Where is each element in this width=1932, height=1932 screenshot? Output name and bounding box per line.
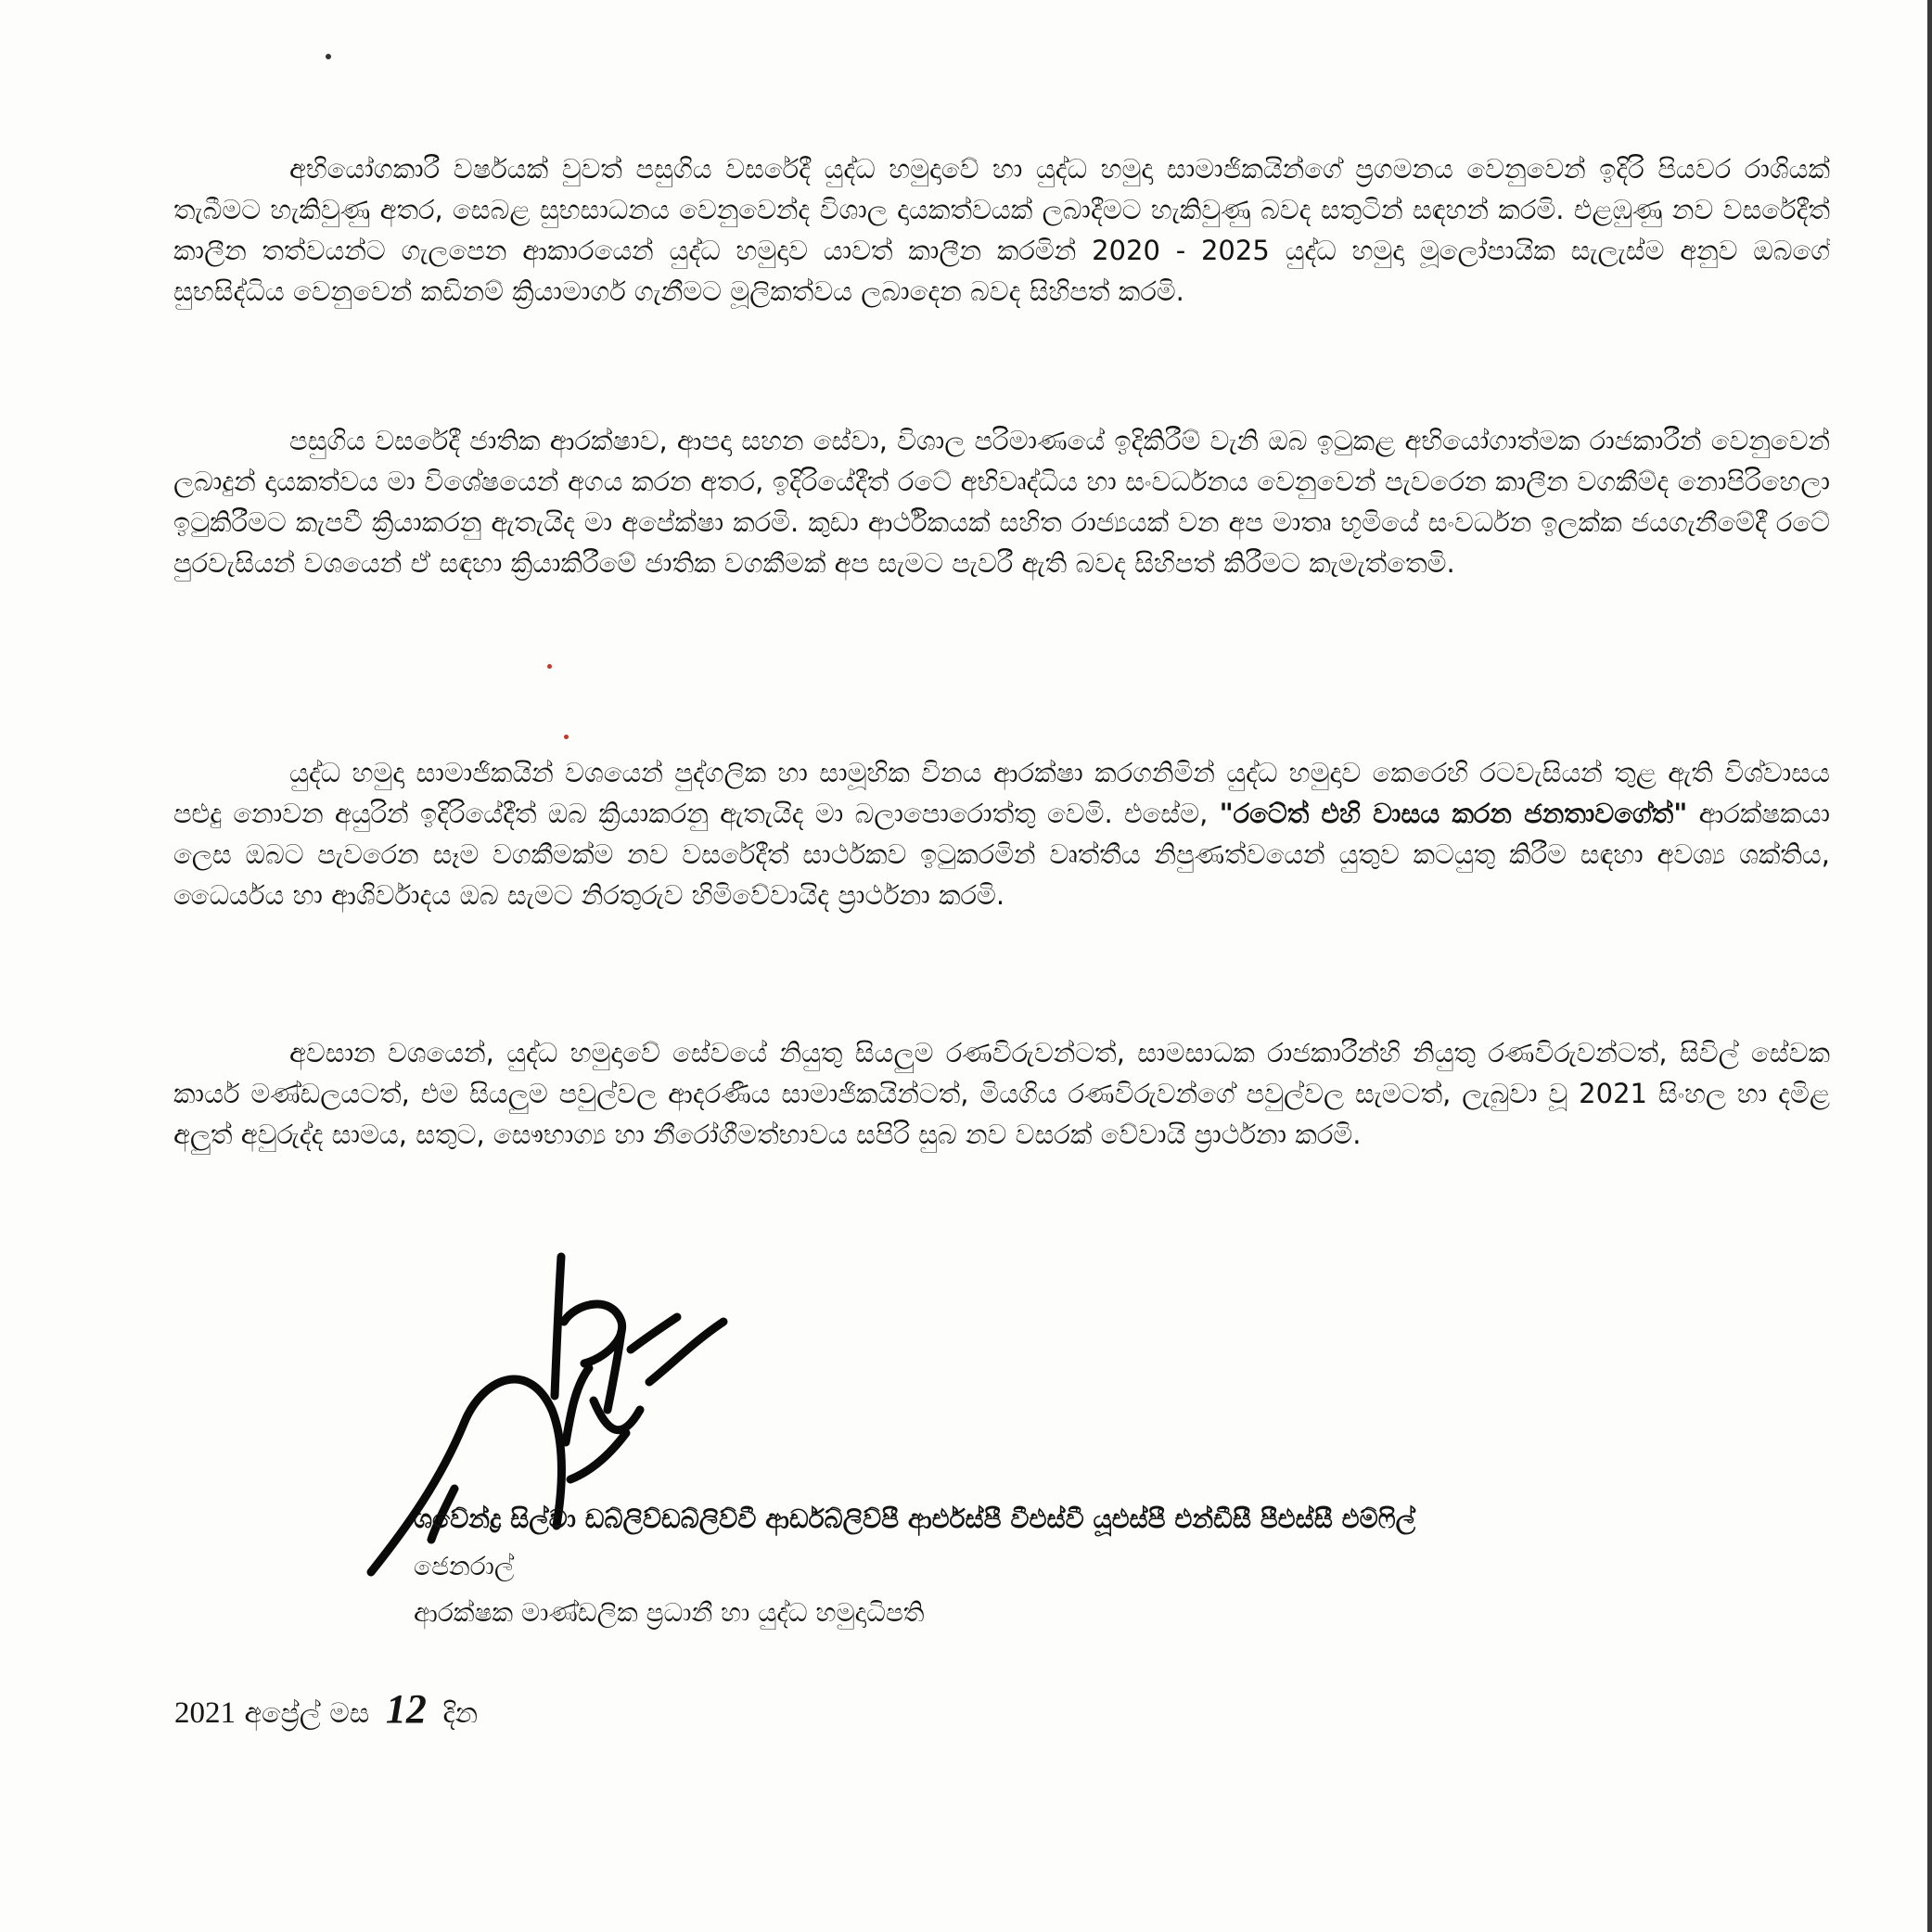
paragraph-3-before: යුද්ධ හමුදා සාමාජිකයින් වශයෙන් පුද්ගලික හා සාමූහික විනය ආරක්ෂා කරගනිමින් යුද්ධ හමුදාව කෙරෙහි රටවැසියන් තුළ ඇති විශ්වාසය පළුදු නොවන අයුරින් ඉදිරියේදීත් ඔබ ක්‍රියාකරනු ඇතැයිද මා බලාපොරොත්තු වෙමි. එසේම, — [173, 757, 1830, 829]
paragraph-3-text — [173, 752, 1830, 915]
signatory-title: ආරක්ෂක මාණ්ඩලික ප්‍රධානී හා යුද්ධ හමුදාධිපති — [414, 1597, 925, 1628]
paragraph-2-text: පසුගිය වසරේදී ජාතික ආරක්ෂාව, ආපදා සහන සේවා, විශාල පරිමාණයේ ඉදිකිරීම් වැනි ඔබ ඉටුකළ අභියෝගාත්මක රාජකාරීන් වෙනුවෙන් ලබාදුන් දායකත්වය මා විශේෂයෙන් අගය කරන අතර, ඉදිරියේදීත් රටේ අභිවෘද්ධිය හා සංවර්ධනය වෙනුවෙන් පැවරෙන කාලීන වගකීම්ද නොපිරිහෙලා ඉටුකිරීමට කැපවී ක්‍රියාකරනු ඇතැයිද මා අපේක්ෂා කරමි. කුඩා ආර්ථිකයක් සහිත රාජ්‍යයක් වන අප මාතෘ භූමියේ සංවර්ධන ඉලක්ක ජයගැනීමේදී රටේ පුරවැසියන් වශයෙන් ඒ සඳහා ක්‍රියාකිරීමේ ජාතික වගකීමක් අප සැමට පැවරී ඇති බවද සිහිපත් කිරීමට කැමැත්තෙමි. — [173, 425, 1830, 579]
date-day: 12 — [385, 1686, 427, 1732]
scan-speck — [326, 54, 331, 59]
signatory-rank: ජෙනරාල් — [414, 1551, 515, 1581]
paragraph-3-after: ආරක්ෂකයා ලෙස ඔබට පැවරෙන සෑම වගකීමක්ම නව වසරේදීත් සාර්ථකව ඉටුකරමින් වෘත්තීය නිපුණත්වයෙන් යුතුව කටයුතු කිරීම සඳහා අවශ්‍ය ශක්තිය, ධෛර්යය හා ආශිර්වාදය ඔබ සැමට නිරතුරුව හිමිවේවායිද ප්‍රාර්ථනා කරමි. — [173, 798, 1830, 911]
date-year: 2021 — [174, 1696, 236, 1730]
scan-speck — [564, 735, 569, 739]
scan-speck — [547, 664, 552, 669]
handwritten-signature — [343, 1247, 770, 1619]
scan-edge — [1927, 0, 1932, 1932]
letter-date — [174, 1688, 478, 1735]
paragraph-2 — [173, 420, 1830, 583]
paragraph-1 — [173, 148, 1830, 312]
date-suffix: දින — [442, 1697, 479, 1730]
paragraph-4 — [173, 1032, 1830, 1155]
paragraph-4-text: අවසාන වශයෙන්, යුද්ධ හමුදාවේ සේවයේ නියුතු සියලුම රණවිරුවන්ටත්, සාමසාධක රාජකාරීන්හි නියුතු රණවිරුවන්ටත්, සිවිල් සේවක කාර්ය මණ්ඩලයටත්, එම සියලුම පවුල්වල ආදරණීය සාමාජිකයින්ටත්, මියගිය රණවිරුවන්ගේ පවුල්වල සැමටත්, ලැබුවා වූ 2021 සිංහල හා දමිළ අලුත් අවුරුද්ද සාමය, සතුට, සෞභාග්‍ය හා නීරෝගීමත්භාවය සපිරි සුබ නව වසරක් වේවායි ප්‍රාර්ථනා කරමි. — [173, 1037, 1830, 1150]
paragraph-1-text: අභියෝගකාරී වර්ෂයක් වුවත් පසුගිය වසරේදී යුද්ධ හමුදාවේ හා යුද්ධ හමුදා සාමාජිකයින්ගේ ප්‍රගමනය වෙනුවෙන් ඉදිරි පියවර රාශියක් තැබීමට හැකිවුණු අතර, සෙබළ සුභසාධනය වෙනුවෙන්ද විශාල දායකත්වයක් ලබාදීමට හැකිවුණු බවද සතුටින් සඳහන් කරමි. එළඹුණු නව වසරේදීත් කාලීන තත්වයන්ට ගැලපෙන ආකාරයෙන් යුද්ධ හමුදාව යාවත් කාලීන කරමින් 2020 - 2025 යුද්ධ හමුදා මූලෝපායික සැලැස්ම අනුව ඔබගේ සුභසිද්ධිය වෙනුවෙන් කඩිනම් ක්‍රියාමාර්ග ගැනීමට මූලිකත්වය ලබාදෙන බවද සිහිපත් කරමි. — [173, 153, 1830, 307]
paragraph-3 — [173, 752, 1830, 915]
paragraph-3-quote: "රටේත් එහි වාසය කරන ජනතාවගේත්" — [1219, 798, 1688, 829]
signatory-name: ශවේන්ද්‍ර සිල්වා ඩබ්ලිව්ඩබ්ලිව්වී ආර්ඩබ්ලිව්පී ආර්එස්පී වීඑස්වී යූඑස්පී එන්ඩීසී පීඑස්සී එම්ෆිල් — [414, 1503, 1416, 1534]
date-month: අප්‍රේල් මස — [244, 1697, 370, 1730]
